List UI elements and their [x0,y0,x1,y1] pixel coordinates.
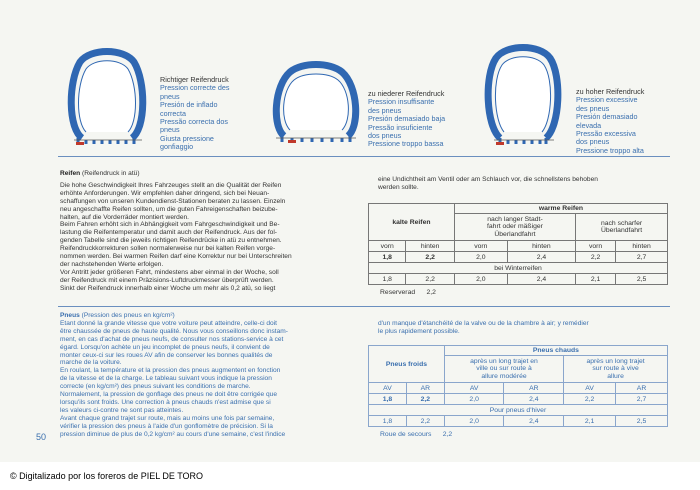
caption-correct-pressure [160,76,230,152]
caption-line: zu niederer Reifendruck [368,89,445,98]
text-line: nommen werden. Bei warmen Reifen darf eine Korrektur nur bei Unterschreiten [60,253,292,261]
spare-wheel-fr [380,431,452,438]
header-line: après un long trajet [586,357,645,365]
text-line: Sinkt der Reifendruck innerhalb einer Woche um mehr als 0,2 atü, so liegt [60,284,276,292]
caption-line: elevada [576,120,602,130]
table-cell: 2,0 [454,252,507,263]
text-line: Beim Fahren erhöht sich in Abhängigkeit vom Fahrgeschwindigkeit und Be- [60,221,280,229]
divider [58,306,670,307]
header-line: Überlandfahrt [600,227,643,234]
text-line: monter ceux-ci sur les roues AV afin de conserver les bonnes qualités de [60,351,273,359]
french-section [60,312,365,439]
caption-line: Presión demasiado baja [368,114,446,124]
caption-line: Presión de inflado [160,100,218,110]
table-header-fast [576,214,668,241]
table-header-warm: Pneus chauds [444,346,667,356]
table-cell: 2,0 [454,274,507,285]
table-cell: 2,2 [406,394,444,405]
divider [58,156,670,157]
page-number: 50 [36,432,47,442]
german-right-text [378,176,668,192]
text-line: être chaussée de pneus de haute qualité. Nous vous conseillons donc instam- [60,327,288,335]
text-line: werden sollte. [378,183,419,191]
table-col-front: AV [444,383,504,394]
text-line: Vor Antritt jeder größeren Fahrt, mindestens aber einmal in der Woche, soll [60,268,279,276]
table-col-front: vorn [454,241,507,252]
caption-line: Pressão excessiva [576,129,636,139]
text-line: de la vitesse et de la charge. Le tableau suivant vous indique la pression [60,375,272,383]
table-cell: 2,4 [507,274,575,285]
table-col-rear: AR [504,383,564,394]
german-pressure-table [368,203,668,285]
text-line: lastung die Reifentemperatur und damit auch der Reifendruck. Aus der fol- [60,229,277,237]
table-cell: 2,2 [406,274,454,285]
header-line: sur route à vive [592,365,639,373]
text-line: eine Undichtheit am Ventil oder am Schlauch vor, die schnellstens behoben [378,176,598,183]
header-line: allure modérée [481,372,527,380]
table-winter-header: bei Winterreifen [369,263,668,274]
text-line: ment, en cas d'achat de pneus neufs, de consulter nos stations-service à cet [60,335,284,343]
section-subtitle: (Pression des pneus en kg/cm²) [81,312,175,319]
table-col-rear: hinten [616,241,668,252]
table-header-city [444,356,563,383]
table-cell: 2,4 [507,252,575,263]
text-line: les valeurs ci-contre ne sont pas atteintes. [60,406,184,414]
caption-line: zu hoher Reifendruck [576,87,645,96]
table-cell: 2,2 [406,416,444,427]
table-col-rear: hinten [507,241,575,252]
table-winter-header: Pour pneus d'hiver [369,405,668,416]
table-header-city [454,214,575,241]
table-cell: 2,2 [576,252,616,263]
german-section [60,170,365,293]
text-line: d'un manque d'étanchéité de la valve ou de la chambre à air; y remédier [378,320,589,327]
table-cell: 2,7 [616,252,668,263]
table-header-warm: warme Reifen [454,204,667,214]
text-line: Etant donné la grande vitesse que votre voiture peut atteindre, celle-ci doit [60,319,277,327]
text-line: erhöhte Anforderungen. Wir empfehlen daher dringend, sich bei Neuan- [60,189,270,197]
caption-line: des pneus [576,103,610,113]
table-col-front: AV [564,383,616,394]
table-cell: 2,5 [616,274,668,285]
caption-line: Richtiger Reifendruck [160,75,229,84]
section-title: Reifen [60,170,81,177]
text-line: Normalement, la pression de gonflage des pneus ne doit être corrigée que [60,391,277,399]
caption-line: Pression insuffisante [368,97,435,107]
table-header-cold: Pneus froids [369,346,445,383]
caption-line: Pression correcte des [160,83,230,93]
table-header-cold: kalte Reifen [369,204,455,241]
text-line: schaffungen von unseren Kundendienst-Stationen beraten zu lassen. Einzeln [60,197,286,205]
caption-line: Pressione troppo alta [576,145,644,155]
text-line: halten, auf die Vorderräder montiert werden. [60,213,190,221]
spare-wheel-de [380,289,436,296]
caption-line: Pression excessive [576,95,638,105]
text-line: lorsqu'ils sont froids. Une correction à pneus chauds n'est admise que si [60,398,271,406]
table-cell: 1,8 [369,416,407,427]
text-line: der Reifendruck mit einem Präzisions-Luftdruckmesser überprüft werden. [60,276,274,284]
table-cell: 2,4 [504,394,564,405]
table-cell: 1,8 [369,252,406,263]
caption-line: Giusta pressione [160,133,214,143]
caption-line: dos pneus [576,137,610,147]
table-cell: 2,4 [504,416,564,427]
table-header-fast [564,356,668,383]
table-cell: 2,0 [444,416,504,427]
caption-line: Pressão insuficiente [368,122,433,132]
table-col-front: vorn [576,241,616,252]
text-line: pression diminue de plus de 0,2 kg/cm² au cours d'une semaine, c'est l'indice [60,430,286,438]
spare-value: 2,2 [426,289,436,296]
header-line: Überlandfahrt [494,230,536,238]
table-cell: 1,8 [369,274,406,285]
table-col-rear: hinten [406,241,454,252]
table-cell: 2,2 [564,394,616,405]
table-cell: 2,1 [576,274,616,285]
caption-line: pneus [160,91,180,101]
spare-value: 2,2 [442,431,453,438]
table-col-rear: AR [616,383,668,394]
tire-high-pressure-icon [478,40,568,146]
text-line: Avant chaque grand trajet sur route, mais au moins une fois par semaine, [60,414,275,422]
table-cell: 1,8 [369,394,407,405]
table-col-front: vorn [369,241,406,252]
caption-line: Pressão correcta dos [160,117,228,127]
text-line: der nachstehenden Werte erfolgen. [60,260,164,268]
table-col-rear: AR [406,383,444,394]
caption-line: des pneus [368,105,402,115]
french-pressure-table [368,345,668,427]
french-right-text [378,320,668,336]
caption-line: Pressione troppo bassa [368,139,444,149]
caption-line: pneus [160,125,180,135]
header-line: ville ou sur route à [476,365,532,373]
text-line: marche de la voiture. [60,359,122,367]
text-line: le plus rapidement possible. [378,327,460,335]
header-line: nach scharfer [600,219,643,227]
text-line: genden Tabelle sind die jeweils richtigen Reifendrücke in atü zu entnehmen. [60,237,282,245]
caption-line: gonfiaggio [160,142,194,152]
tire-low-pressure-icon [270,56,362,146]
spare-label: Reserverad [380,289,416,296]
header-line: nach langer Stadt- [487,215,543,223]
text-line: correcte (en kg/cm²) des pneus suivant les conditions de marche. [60,383,251,391]
table-cell: 2,7 [616,394,668,405]
caption-high-pressure [576,88,644,155]
table-col-front: AV [369,383,407,394]
section-title: Pneus [60,312,80,319]
header-line: allure [607,372,624,380]
section-subtitle: (Reifendruck in atü) [82,170,140,177]
text-line: Reifendruckkorrekturen sollen normalerweise nur bei kalten Reifen vorge- [60,245,276,253]
table-cell: 2,0 [444,394,504,405]
caption-line: dos pneus [368,131,402,141]
caption-line: correcta [160,108,186,118]
caption-line: Presión demasiado [576,112,638,122]
scan-credit: © Digitalizado por los foreros de PIEL DE TORO [10,471,204,481]
text-line: neu angeschaffte Reifen sollten, um die guten Fahreigenschaften beizube- [60,205,278,213]
spare-label: Roue de secours [380,431,432,438]
caption-low-pressure [368,90,445,149]
text-line: En roulant, la température et la pression des pneus augmentent en fonction [60,367,281,375]
text-line: Die hohe Geschwindigkeit Ihres Fahrzeuges stellt an die Qualität der Reifen [60,181,282,189]
text-line: vérifier la pression des pneus à l'aide d'un gonflomètre de précision. Si la [60,422,273,430]
table-cell: 2,5 [616,416,668,427]
header-line: après un long trajet en [470,357,538,365]
table-cell: 2,2 [406,252,454,263]
table-cell: 2,1 [564,416,616,427]
tire-correct-pressure-icon [62,42,152,146]
header-line: fahrt oder mäßiger [487,223,543,231]
text-line: égard. Lorsqu'on achète un jeu incomplet de pneus neufs, il convient de [60,343,270,351]
